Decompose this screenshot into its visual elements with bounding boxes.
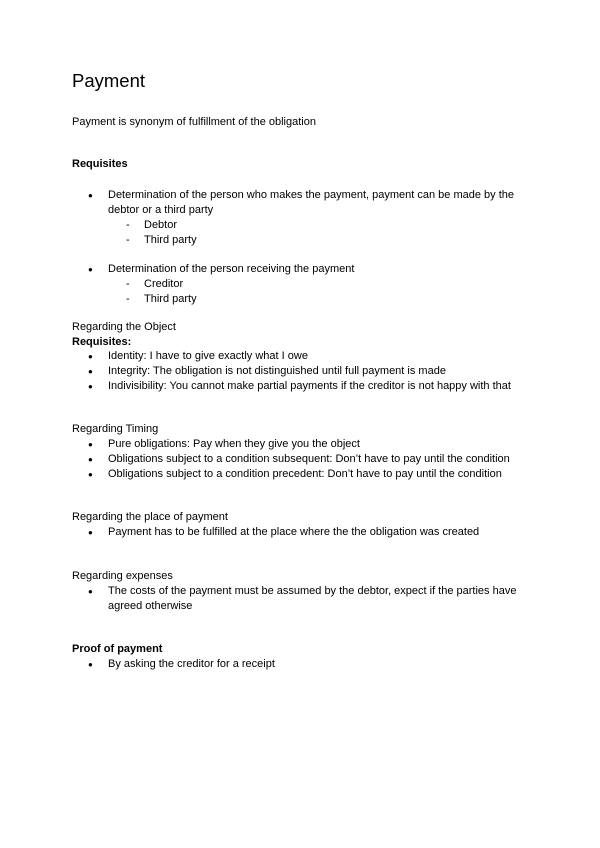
list-item: ● Indivisibility: You cannot make partial payments if the creditor is not happy with that [72, 379, 542, 394]
object-subheading: Requisites: [72, 336, 132, 348]
list-item [72, 188, 542, 248]
requisites-list [72, 188, 542, 248]
intro-text: Payment is synonym of fulfillment of the obligation [72, 116, 316, 128]
proof-list [72, 657, 542, 672]
list-item: ● Integrity: The obligation is not distinguished until full payment is made [72, 364, 542, 379]
list-item-text: Determination of the person who makes the payment, payment can be made by the debtor or a third party [108, 189, 515, 216]
list-item: ● Identity: I have to give exactly what I owe [72, 349, 542, 364]
list-item: ● By asking the creditor for a receipt [72, 657, 542, 672]
list-item: ● The costs of the payment must be assumed by the debtor, expect if the parties have agreed otherwise [72, 584, 542, 614]
place-heading: Regarding the place of payment [72, 511, 228, 523]
page-title: Payment [72, 70, 146, 91]
sub-list [108, 218, 542, 248]
timing-list [72, 437, 542, 482]
requisites-heading: Requisites [72, 158, 128, 170]
list-item: ● Payment has to be fulfilled at the place where the the obligation was created [72, 525, 542, 540]
list-item: ● Pure obligations: Pay when they give you the object [72, 437, 542, 452]
object-list [72, 349, 542, 394]
sub-list-item: - Third party [108, 233, 542, 248]
proof-heading: Proof of payment [72, 643, 163, 655]
sub-list-item: - Debtor [108, 218, 542, 233]
list-item-text: Determination of the person receiving the payment [108, 263, 355, 275]
place-list [72, 525, 542, 540]
requisites-list-2 [72, 262, 542, 307]
object-heading: Regarding the Object [72, 321, 176, 333]
expenses-heading: Regarding expenses [72, 570, 173, 582]
sub-list-item: - Creditor [108, 277, 542, 292]
timing-heading: Regarding Timing [72, 423, 159, 435]
expenses-list [72, 584, 542, 614]
sub-list [108, 277, 542, 307]
list-item: ● Obligations subject to a condition subsequent: Don’t have to pay until the condition [72, 452, 542, 467]
sub-list-item: - Third party [108, 292, 542, 307]
list-item [72, 262, 542, 307]
list-item: ● Obligations subject to a condition precedent: Don’t have to pay until the condition [72, 467, 542, 482]
